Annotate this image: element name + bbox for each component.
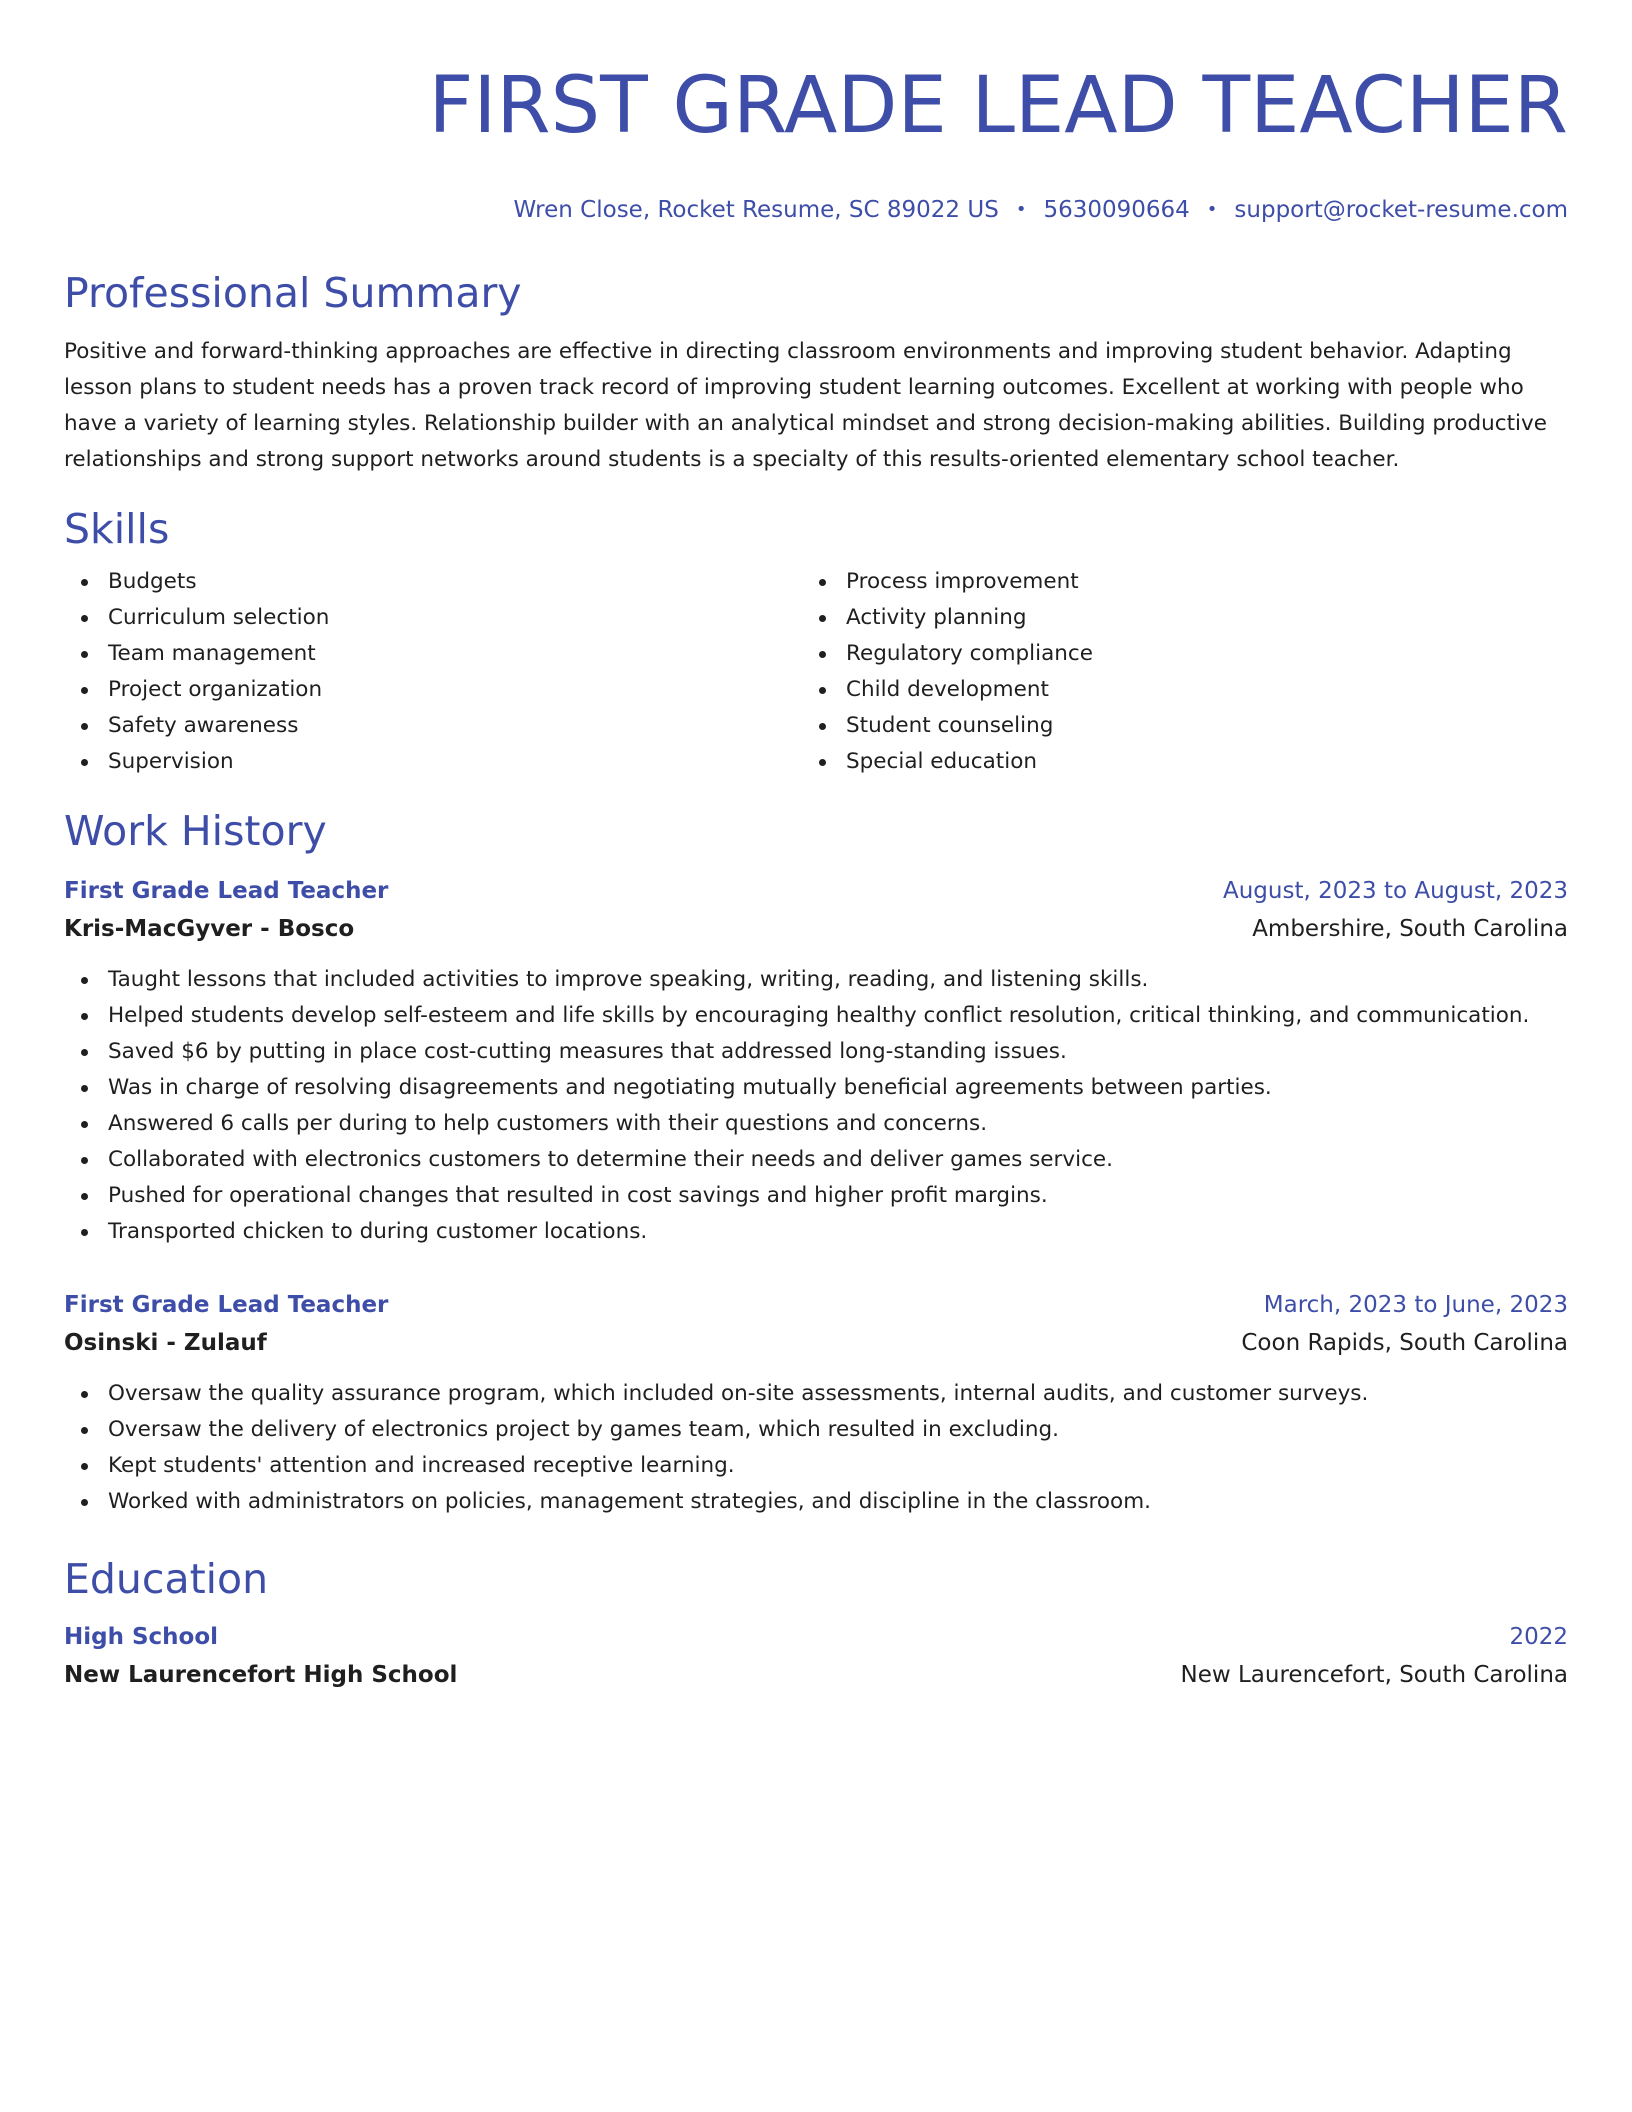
job-title: First Grade Lead Teacher (64, 1292, 389, 1318)
skills-heading: Skills (64, 505, 170, 553)
job-location: Ambershire, South Carolina (1252, 916, 1568, 942)
contact-email: support@rocket-resume.com (1234, 197, 1568, 223)
education-heading: Education (64, 1555, 269, 1603)
contact-line (64, 196, 1568, 226)
skill-item: Regulatory compliance (802, 636, 1540, 672)
job-dates: August, 2023 to August, 2023 (1223, 878, 1568, 904)
skill-item: Supervision (64, 744, 802, 780)
contact-separator: • (1206, 199, 1218, 220)
education-location: New Laurencefort, South Carolina (1180, 1662, 1568, 1688)
skills-grid (64, 564, 1568, 780)
contact-separator: • (1015, 199, 1027, 220)
skill-item: Safety awareness (64, 708, 802, 744)
job-bullet: Collaborated with electronics customers to determine their needs and deliver games service. (64, 1142, 1568, 1178)
education-school-row (64, 1660, 1568, 1690)
job-bullet: Answered 6 calls per during to help customers with their questions and concerns. (64, 1106, 1568, 1142)
skill-item: Process improvement (802, 564, 1540, 600)
summary-heading: Professional Summary (64, 269, 522, 317)
job-entry (64, 876, 1568, 1250)
job-bullets (64, 962, 1568, 1250)
job-bullet: Worked with administrators on policies, management strategies, and discipline in the classroom. (64, 1484, 1568, 1520)
job-header-row (64, 876, 1568, 906)
skill-item: Student counseling (802, 708, 1540, 744)
education-degree: High School (64, 1624, 219, 1650)
job-bullet: Kept students' attention and increased receptive learning. (64, 1448, 1568, 1484)
job-entry (64, 1290, 1568, 1520)
summary-text: Positive and forward-thinking approaches are effective in directing classroom environments and improving student behavior. Adapting lesson plans to student needs has a proven track record of improving student learning outcomes. Excellent at working with people who have a variety of learning styles. Relationship builder with an analytical mindset and strong decision-making abilities. Building productive relationships and strong support networks around students is a specialty of this results-oriented elementary school teacher. (64, 339, 1547, 472)
job-bullet: Helped students develop self-esteem and life skills by encouraging healthy conflict resolution, critical thinking, and communication. (64, 998, 1568, 1034)
skill-item: Activity planning (802, 600, 1540, 636)
education-header-row (64, 1622, 1568, 1652)
job-company: Kris-MacGyver - Bosco (64, 916, 355, 942)
job-bullet: Oversaw the quality assurance program, which included on-site assessments, internal audits, and customer surveys. (64, 1376, 1568, 1412)
job-bullet: Transported chicken to during customer locations. (64, 1214, 1568, 1250)
skill-item: Child development (802, 672, 1540, 708)
job-company-row (64, 1328, 1568, 1358)
contact-phone: 5630090664 (1043, 197, 1190, 223)
job-header-row (64, 1290, 1568, 1320)
job-location: Coon Rapids, South Carolina (1241, 1330, 1568, 1356)
skill-item: Curriculum selection (64, 600, 802, 636)
work-history-heading: Work History (64, 807, 327, 855)
skill-item: Team management (64, 636, 802, 672)
job-company-row (64, 914, 1568, 944)
page-title: FIRST GRADE LEAD TEACHER (428, 61, 1568, 151)
skill-item: Budgets (64, 564, 802, 600)
job-bullet: Taught lessons that included activities to improve speaking, writing, reading, and listening skills. (64, 962, 1568, 998)
job-bullet: Oversaw the delivery of electronics project by games team, which resulted in excluding. (64, 1412, 1568, 1448)
job-bullet: Saved $6 by putting in place cost-cutting measures that addressed long-standing issues. (64, 1034, 1568, 1070)
skill-item: Project organization (64, 672, 802, 708)
job-dates: March, 2023 to June, 2023 (1263, 1292, 1568, 1318)
job-bullet: Pushed for operational changes that resulted in cost savings and higher profit margins. (64, 1178, 1568, 1214)
skills-column-right (802, 564, 1540, 780)
skill-item: Special education (802, 744, 1540, 780)
job-bullet: Was in charge of resolving disagreements and negotiating mutually beneficial agreements between parties. (64, 1070, 1568, 1106)
education-entry (64, 1622, 1568, 1690)
job-bullets (64, 1376, 1568, 1520)
education-year: 2022 (1509, 1624, 1568, 1650)
job-company: Osinski - Zulauf (64, 1330, 267, 1356)
contact-address: Wren Close, Rocket Resume, SC 89022 US (513, 197, 999, 223)
education-school: New Laurencefort High School (64, 1662, 458, 1688)
job-title: First Grade Lead Teacher (64, 878, 389, 904)
skills-column-left (64, 564, 802, 780)
